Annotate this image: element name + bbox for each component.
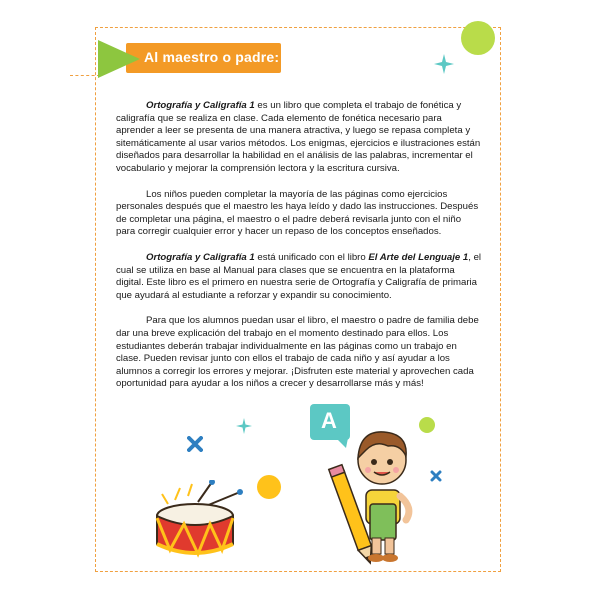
sparkle-icon [434, 54, 454, 74]
book-title: El Arte del Lenguaje 1 [368, 251, 469, 263]
title-banner [96, 38, 296, 80]
cross-icon [430, 470, 442, 482]
cross-icon [187, 436, 203, 452]
paragraph-text: , el cual se utiliza en base al Manual para clases que se encuentra en la plataforma digital. Este libro es el primero en nuestra serie de Ortografía y Caligrafía de primaria que ayudará al estudiante a reforzar y expandir su conocimiento. [116, 251, 482, 301]
paragraph-3 [116, 252, 482, 302]
boy-with-pencil-icon [322, 420, 422, 570]
page-title: Al maestro o padre: [144, 49, 280, 65]
drum-icon [150, 480, 250, 570]
yellow-circle-icon [256, 474, 282, 500]
paragraph-text: está unificado con el libro [254, 251, 369, 263]
paragraph-1 [116, 100, 482, 176]
book-title: Ortografía y Caligrafía 1 [146, 251, 255, 263]
book-title: Ortografía y Caligrafía 1 [146, 100, 255, 111]
intro-text [116, 100, 482, 404]
paragraph-text: es un libro que completa el trabajo de fonética y caligrafía que se realiza en clase. Cada elemento de fonética necesario para aprender a leer se presenta de una manera atractiva, y luego se repasa completa y sitemáticamente al usar varios métodos. Los enigmas, ejercicios e ilustraciones están diseñados para desarrollar la habilidad en el análisis de las palabras, incrementar el vocabulario y mejorar la comprensión lectora y la escritura cursiva. [116, 100, 481, 174]
paragraph-text: Para que los alumnos puedan usar el libro, el maestro o padre de familia debe dar una breve explicación del trabajo en el momento destinado para ellos. Los estudiantes deberán trabajar individualmente en las páginas como un trabajo en clase. Pueden revisar junto con ellos el trabajo de cada niño y así ayudar a los alumnos a corregir los errores y mejorar. ¡Disfruten este material y aprovechen cada oportunidad para ayudar a los niños a crecer y desarrollarse más y más! [116, 315, 479, 390]
paragraph-2 [116, 189, 482, 239]
play-triangle-icon [96, 38, 142, 80]
bubble-letter: A [321, 408, 337, 433]
sparkle-icon [236, 418, 252, 434]
green-circle-icon [458, 18, 498, 58]
paragraph-4 [116, 315, 482, 391]
paragraph-text: Los niños pueden completar la mayoría de las páginas como ejercicios personales después que el maestro les haya leído y dado las instrucciones. Después de completar una página, el maestro o el padre deberá revisarla junto con el niño para corregir cualquier error y hacer un repaso de los conceptos enseñados. [116, 188, 479, 238]
